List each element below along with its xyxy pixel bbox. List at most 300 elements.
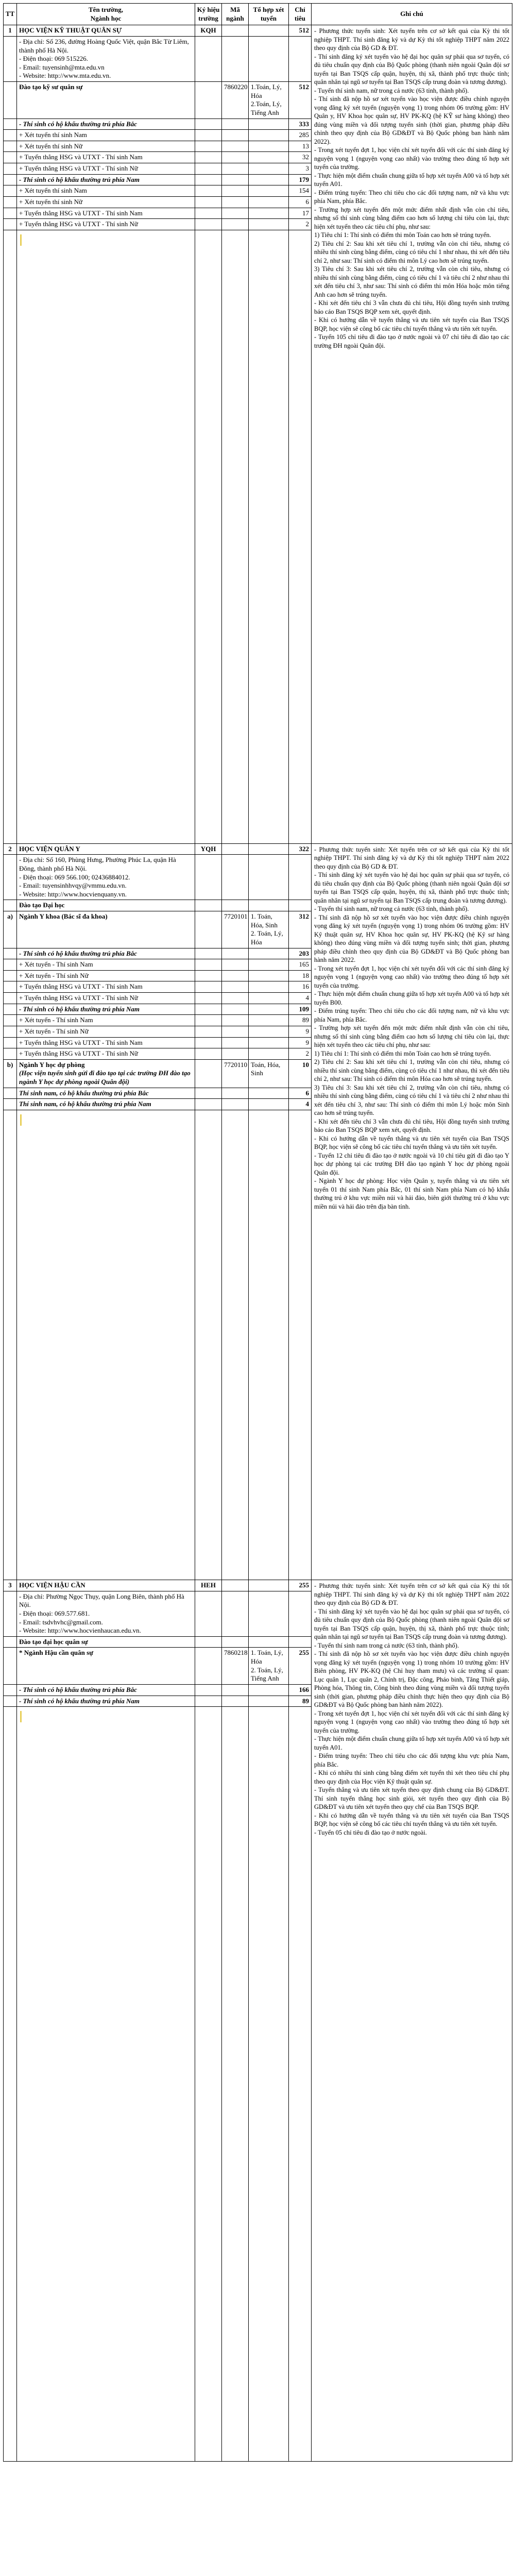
sub-program-title: Ngành Y học dự phòng <box>19 1060 85 1069</box>
note-line: 1) Tiêu chí 1: Thí sinh có điểm thi môn Toán cao hơn sẽ trúng tuyển. <box>314 231 491 239</box>
note-line: - Thí sinh đăng ký xét tuyển vào hệ đại học quân sự phải qua sơ tuyển, có đủ tiêu chuẩn quy định của Bộ Quốc phòng (thanh niên ngoài Quân đội sơ tuyển tại Ban TSQS cấp quận, huyện, thị xã, thành phố trực thuộc tỉnh; quân nhân tại ngũ sơ tuyển tại Ban TSQS cấp trung đoàn và tương đương). <box>314 53 509 86</box>
row-label: + Xét tuyển - Thí sinh Nam <box>17 959 195 971</box>
note-line: - Thí sinh đã nộp hồ sơ xét tuyển vào học viện được điều chỉnh nguyện vọng đăng ký xét tuyển (nguyện vọng 1) trong nhóm 06 trường gồm: HV Kỹ thuật quân sự, HV Khoa học quân sự, HV PK-KQ (hệ Kỹ sư hàng không) theo đúng vùng miền và đối tượng tuyển sinh; thời gian, phương pháp điều chỉnh theo quy định của Bộ GD&ĐT và Bộ Quốc phòng ban hành năm 2022. <box>314 913 509 964</box>
row-combo-empty <box>249 163 289 175</box>
row-combo-empty <box>249 1048 289 1060</box>
row-tt-empty <box>4 970 17 981</box>
row-major-empty <box>222 130 249 141</box>
header-note: Ghi chú <box>312 4 512 25</box>
row-quota: 285 <box>289 130 312 141</box>
info-empty <box>222 855 249 900</box>
header-code: Ký hiệu trường <box>195 4 222 25</box>
school-info-line: - Email: tsdvhvhc@gmail.com. <box>19 1618 103 1626</box>
filler-tt <box>4 230 17 843</box>
row-combo-empty <box>249 141 289 152</box>
row-tt-empty <box>4 959 17 971</box>
filler-empty <box>249 1707 289 2462</box>
row-major-empty <box>222 208 249 219</box>
row-quota: 13 <box>289 141 312 152</box>
note-line: - Điểm trúng tuyển: Theo chỉ tiêu cho các đối tượng nam, nữ và khu vực phía Nam, phía Bắc. <box>314 189 509 205</box>
school-info <box>17 855 195 900</box>
note-line: - Thí sinh đăng ký xét tuyển vào hệ đại học quân sự phải qua sơ tuyển, có đủ tiêu chuẩn quy định của Bộ Quốc phòng (thanh niên ngoài Quân đội sơ tuyển tại Ban TSQS cấp quận, huyện, thị xã, thành phố trực thuộc tỉnh; quân nhân tại ngũ sơ tuyển tại Ban TSQS cấp trung đoàn và tương đương). <box>314 1607 509 1641</box>
sub-program-code-empty <box>195 911 222 948</box>
school-major-code-empty <box>222 1580 249 1591</box>
note-line: - Phương thức tuyển sinh: Xét tuyển trên cơ sở kết quả của Kỳ thi tốt nghiệp THPT. Thí sinh đăng ký và dự Kỳ thi tốt nghiệp THPT năm 2022 theo quy định của Bộ GD & ĐT. <box>314 1582 509 1607</box>
program-quota-empty <box>289 1636 312 1648</box>
row-quota: 6 <box>289 1088 312 1099</box>
row-label: + Xét tuyển - Thí sinh Nữ <box>17 1026 195 1037</box>
school-info-line: - Email: tuyensinhhvqy@vmmu.edu.vn. <box>19 882 127 890</box>
row-code-empty <box>195 1026 222 1037</box>
program-title: Đào tạo kỹ sư quân sự <box>17 82 195 119</box>
row-code-empty <box>195 174 222 185</box>
row-code-empty <box>195 196 222 208</box>
school-info-line: - Điện thoại: 069 515226. <box>19 55 88 63</box>
row-major-empty <box>222 219 249 230</box>
row-tt-empty <box>4 993 17 1004</box>
row-label: + Xét tuyển thí sinh Nữ <box>17 196 195 208</box>
row-combo-empty <box>249 970 289 981</box>
row-quota: 203 <box>289 948 312 959</box>
note-line: - Tuyển 105 chỉ tiêu đi đào tạo ở nước ngoài và 07 chỉ tiêu đi đào tạo các trường ĐH ngoài Quân đội. <box>314 333 509 349</box>
program-tt-empty <box>4 900 17 911</box>
row-tt-empty <box>4 196 17 208</box>
program-title: Đào tạo Đại học <box>17 900 195 911</box>
row-combo-empty <box>249 118 289 130</box>
sub-program-letter <box>4 1648 17 1685</box>
row-tt-empty <box>4 981 17 993</box>
note-line: - Thực hiện một điểm chuẩn chung giữa tổ hợp xét tuyển A00 và tổ hợp xét tuyển B00. <box>314 990 509 1006</box>
note-line: - Tuyển thẳng và ưu tiên xét tuyển theo quy định chung của Bộ GD&ĐT. Thí sinh tuyển thẳng học sinh giỏi, xét tuyển theo quy định của Bộ GD&ĐT và ưu tiên xét tuyển theo quy chế của Ban TSQS BQP. <box>314 1786 509 1811</box>
program-combo-empty <box>249 900 289 911</box>
row-combo-empty <box>249 152 289 163</box>
filler-label <box>17 230 195 843</box>
program-tt-empty <box>4 1636 17 1648</box>
program-title: Đào tạo đại học quân sự <box>17 1636 195 1648</box>
row-label: + Tuyển thẳng HSG và UTXT - Thí sinh Nữ <box>17 219 195 230</box>
note-line: - Tuyển 05 chỉ tiêu đi đào tạo ở nước ngoài. <box>314 1828 427 1836</box>
row-quota: 109 <box>289 1004 312 1015</box>
school-name: HỌC VIỆN KỸ THUẬT QUÂN SỰ <box>17 25 195 37</box>
sub-program-quota: 255 <box>289 1648 312 1685</box>
filler-label <box>17 1707 195 2462</box>
program-combo: 1.Toán, Lý, Hóa 2.Toán, Lý, Tiếng Anh <box>249 82 289 119</box>
row-combo-empty <box>249 185 289 197</box>
row-code-empty <box>195 970 222 981</box>
school-name: HỌC VIỆN QUÂN Y <box>17 843 195 855</box>
row-tt-empty <box>4 1088 17 1099</box>
row-combo-empty <box>249 130 289 141</box>
school-major-code-empty <box>222 843 249 855</box>
row-tt-empty <box>4 152 17 163</box>
row-tt-empty <box>4 948 17 959</box>
row-label: - Thí sinh có hộ khẩu thường trú phía Bắc <box>17 1684 195 1696</box>
school-row <box>4 25 512 37</box>
row-combo-empty <box>249 219 289 230</box>
row-major-empty <box>222 196 249 208</box>
note-line: - Phương thức tuyển sinh: Xét tuyển trên cơ sở kết quả của Kỳ thi tốt nghiệp THPT. Thí sinh đăng ký và dự Kỳ thi tốt nghiệp THPT năm 2022 theo quy định của Bộ GD & ĐT. <box>314 845 509 870</box>
sub-program-code-empty <box>195 1648 222 1685</box>
row-quota: 4 <box>289 1099 312 1110</box>
school-website[interactable]: - Website: http://www.hocvienhaucan.edu.vn. <box>19 1626 141 1635</box>
row-combo-empty <box>249 948 289 959</box>
note-line: - Trong xét tuyển đợt 1, học viện chỉ xét tuyển đối với các thí sinh đăng ký nguyện vọng 1 (nguyện vọng cao nhất) vào trường theo đúng tổ hợp xét tuyển của trường. <box>314 964 509 989</box>
program-major-empty <box>222 900 249 911</box>
note-line: 2) Tiêu chí 2: Sau khi xét tiêu chí 1, trường vẫn còn chỉ tiêu, nhưng có nhiều thí sinh cùng bằng điểm, cùng có tiêu chí 1 như nhau, thì xét đến tiêu chí 2, như sau: Thí sinh có điểm thi môn Lý cao hơn sẽ trúng tuyển. <box>314 240 509 264</box>
school-quota: 512 <box>289 25 312 37</box>
school-notes <box>312 25 512 843</box>
row-quota: 2 <box>289 1048 312 1060</box>
info-empty <box>222 36 249 81</box>
school-number: 2 <box>4 843 17 855</box>
school-info-line: - Email: tuyensinh@mta.edu.vn <box>19 63 105 71</box>
note-line: 1) Tiêu chí 1: Thí sinh có điểm thi môn Toán cao hơn sẽ trúng tuyển. <box>314 1049 491 1057</box>
row-major-empty <box>222 1088 249 1099</box>
row-code-empty <box>195 130 222 141</box>
filler-empty <box>222 1110 249 1580</box>
row-combo-empty <box>249 993 289 1004</box>
row-combo-empty <box>249 1099 289 1110</box>
row-major-empty <box>222 1048 249 1060</box>
school-code: HEH <box>195 1580 222 1591</box>
program-code-empty <box>195 1636 222 1648</box>
row-major-empty <box>222 970 249 981</box>
note-line: - Tuyển thí sinh nam, nữ trong cả nước (63 tỉnh, thành phố). <box>314 87 469 94</box>
row-quota: 166 <box>289 1684 312 1696</box>
info-empty <box>289 855 312 900</box>
row-major-empty <box>222 152 249 163</box>
margin-mark <box>20 1114 22 1126</box>
row-quota: 18 <box>289 970 312 981</box>
row-label: + Xét tuyển thí sinh Nam <box>17 185 195 197</box>
sub-program-quota: 312 <box>289 911 312 948</box>
row-major-empty <box>222 1026 249 1037</box>
row-label: + Tuyển thẳng HSG và UTXT - Thí sinh Nam <box>17 152 195 163</box>
row-code-empty <box>195 1099 222 1110</box>
note-line: 3) Tiêu chí 3: Sau khi xét tiêu chí 2, trường vẫn còn chỉ tiêu, nhưng có nhiều thí sinh cùng bằng điểm, cùng có tiêu chí 1 và tiêu chí 2 như nhau thì xét đến tiêu chí 3, như sau: Thí sinh có điểm thi môn Lý hoặc môn Sinh cao hơn sẽ trúng tuyển. <box>314 1083 509 1117</box>
row-tt-empty <box>4 118 17 130</box>
row-code-empty <box>195 1015 222 1026</box>
row-quota: 154 <box>289 185 312 197</box>
table-header-row <box>4 4 512 25</box>
row-label: Thí sinh nam, có hộ khẩu thường trú phía Nam <box>17 1099 195 1110</box>
row-label: + Tuyển thẳng HSG và UTXT - Thí sinh Nam <box>17 1037 195 1048</box>
row-major-empty <box>222 141 249 152</box>
school-major-code-empty <box>222 25 249 37</box>
filler-empty <box>222 1707 249 2462</box>
row-quota: 9 <box>289 1026 312 1037</box>
program-code-empty <box>195 82 222 119</box>
row-code-empty <box>195 1004 222 1015</box>
row-tt-empty <box>4 163 17 175</box>
note-line: - Thực hiện một điểm chuẩn chung giữa tổ hợp xét tuyển A00 và tổ hợp xét tuyển A01. <box>314 172 509 188</box>
info-empty <box>195 855 222 900</box>
row-major-empty <box>222 993 249 1004</box>
note-line: - Khi có hướng dẫn về tuyển thẳng và ưu tiên xét tuyển của Ban TSQS BQP, học viện sẽ công bố các tiêu chí tuyển thẳng và ưu tiên xét tuyển. <box>314 1134 509 1151</box>
row-quota: 16 <box>289 981 312 993</box>
note-line: - Trong xét tuyển đợt 1, học viện chỉ xét tuyển đối với các thí sinh đăng ký nguyện vọng 1 (nguyện vọng cao nhất) vào trường theo đúng tổ hợp xét tuyển của trường. <box>314 1709 509 1734</box>
row-tt-empty <box>4 219 17 230</box>
school-row <box>4 843 512 855</box>
row-code-empty <box>195 185 222 197</box>
sub-program-major-code: 7720101 <box>222 911 249 948</box>
row-label: - Thí sinh có hộ khẩu thường trú phía Nam <box>17 1004 195 1015</box>
row-tt-empty <box>4 185 17 197</box>
filler-empty <box>289 230 312 843</box>
school-notes <box>312 1580 512 2462</box>
note-line: - Khi có hướng dẫn về tuyển thẳng và ưu tiên xét tuyển của Ban TSQS BQP, học viện sẽ công bố các tiêu chí tuyển thẳng và ưu tiên xét tuyển. <box>314 316 509 332</box>
row-tt-empty <box>4 1037 17 1048</box>
school-website[interactable]: - Website: http://www.mta.edu.vn. <box>19 72 111 80</box>
row-tt-empty <box>4 130 17 141</box>
header-tt: TT <box>4 4 17 25</box>
row-label: - Thí sinh có hộ khẩu thường trú phía Bắc <box>17 118 195 130</box>
sub-program-title-cell <box>17 1648 195 1685</box>
sub-program-combo: 1. Toán, Hóa, Sinh 2. Toán, Lý, Hóa <box>249 911 289 948</box>
row-tt-empty <box>4 208 17 219</box>
filler-empty <box>289 1110 312 1580</box>
row-label: + Xét tuyển - Thí sinh Nữ <box>17 970 195 981</box>
row-combo-empty <box>249 959 289 971</box>
note-line: - Khi có hướng dẫn về tuyển thẳng và ưu tiên xét tuyển của Ban TSQS BQP, học viện sẽ công bố các tiêu chí tuyển thẳng và ưu tiên xét tuyển. <box>314 1811 509 1828</box>
info-tt-empty <box>4 1591 17 1636</box>
note-line: - Thí sinh đăng ký xét tuyển vào hệ đại học quân sự phải qua sơ tuyển, có đủ tiêu chuẩn quy định của Bộ Quốc phòng (thanh niên ngoài Quân đội sơ tuyển tại Ban TSQS cấp quận, huyện, thị xã, thành phố trực thuộc tỉnh; quân nhân tại ngũ sơ tuyển tại Ban TSQS cấp trung đoàn và tương đương). <box>314 871 509 904</box>
row-tt-empty <box>4 1004 17 1015</box>
row-combo-empty <box>249 174 289 185</box>
school-info <box>17 1591 195 1636</box>
row-code-empty <box>195 948 222 959</box>
info-empty <box>195 1591 222 1636</box>
note-line: - Trường hợp xét tuyển đến một mức điểm nhất định vẫn còn chỉ tiêu, nhưng số thí sinh cùng bằng điểm cao hơn số lượng chỉ tiêu còn lại, thực hiện xét tuyển theo các tiêu chí phụ, như sau: <box>314 1024 509 1049</box>
program-major-code: 7860220 <box>222 82 249 119</box>
row-combo-empty <box>249 196 289 208</box>
note-line: - Điểm trúng tuyển: Theo chỉ tiêu cho các đối tượng khu vực phía Nam, phía Bắc. <box>314 1752 509 1768</box>
row-label: - Thí sinh có hộ khẩu thường trú phía Bắc <box>17 948 195 959</box>
row-quota: 3 <box>289 163 312 175</box>
note-line: - Trong xét tuyển đợt 1, học viện chỉ xét tuyển đối với các thí sinh đăng ký nguyện vọng 1 (nguyện vọng cao nhất) vào trường theo đúng tổ hợp xét tuyển của trường. <box>314 146 509 171</box>
row-code-empty <box>195 993 222 1004</box>
row-major-empty <box>222 1004 249 1015</box>
sub-program-quota: 10 <box>289 1059 312 1088</box>
school-row <box>4 1580 512 1591</box>
info-empty <box>289 36 312 81</box>
info-empty <box>195 36 222 81</box>
filler-empty <box>195 1110 222 1580</box>
filler-empty <box>289 1707 312 2462</box>
row-label: + Xét tuyển thí sinh Nữ <box>17 141 195 152</box>
row-label: Thí sinh nam, có hộ khẩu thường trú phía Bắc <box>17 1088 195 1099</box>
row-tt-empty <box>4 1696 17 1707</box>
filler-label <box>17 1110 195 1580</box>
row-combo-empty <box>249 981 289 993</box>
row-quota: 89 <box>289 1015 312 1026</box>
school-name: HỌC VIỆN HẬU CẦN <box>17 1580 195 1591</box>
note-line: 3) Tiêu chí 3: Sau khi xét tiêu chí 2, trường vẫn còn chỉ tiêu, nhưng có nhiều thí sinh cùng bằng điểm, cùng có tiêu chí 1 và tiêu chí 2 như nhau thì xét đến tiêu chí 3, như sau: Thí sinh có điểm thi môn Hóa hoặc môn tiếng Anh cao hơn sẽ trúng tuyển. <box>314 265 509 298</box>
header-combo: Tổ hợp xét tuyển <box>249 4 289 25</box>
note-line: - Thí sinh đã nộp hồ sơ xét tuyển vào học viện được điều chỉnh nguyện vọng đăng ký xét tuyển (nguyện vọng 1) trong nhóm 10 trường gồm: HV Biên phòng, HV PK-KQ (hệ Chỉ huy tham mưu) và các trường sĩ quan: Lục quân 1, Lục quân 2, Chính trị, Đặc công, Pháo binh, Tăng Thiết giáp, Phòng hóa, Thông tin, Công binh theo đúng vùng miền và đối tượng tuyển sinh (thời gian, phương pháp điều chỉnh thực hiện theo quy định của Bộ GD&ĐT và Bộ Quốc phòng ban hành năm 2022). <box>314 1650 509 1709</box>
row-quota: 32 <box>289 152 312 163</box>
row-combo-empty <box>249 1004 289 1015</box>
sub-program-title: Ngành Y khoa (Bác sĩ đa khoa) <box>19 912 108 921</box>
row-tt-empty <box>4 1099 17 1110</box>
sub-program-combo: Toán, Hóa, Sinh <box>249 1059 289 1088</box>
row-label: + Tuyển thẳng HSG và UTXT - Thí sinh Nữ <box>17 993 195 1004</box>
school-combo-empty <box>249 843 289 855</box>
row-major-empty <box>222 948 249 959</box>
sub-program-major-code: 7720110 <box>222 1059 249 1088</box>
sub-program-title: * Ngành Hậu cần quân sự <box>19 1649 93 1657</box>
sub-program-major-code: 7860218 <box>222 1648 249 1685</box>
admissions-table <box>3 3 512 2462</box>
sub-program-code-empty <box>195 1059 222 1088</box>
note-line: - Khi có nhiều thí sinh cùng bằng điểm xét tuyển thì xét theo tiêu chí phụ theo quy định của Học viện Kỹ thuật quân sự. <box>314 1769 509 1785</box>
row-major-empty <box>222 981 249 993</box>
row-label: + Tuyển thẳng HSG và UTXT - Thí sinh Nam <box>17 981 195 993</box>
info-tt-empty <box>4 36 17 81</box>
row-code-empty <box>195 1088 222 1099</box>
row-combo-empty <box>249 1684 289 1696</box>
row-code-empty <box>195 1684 222 1696</box>
program-quota-empty <box>289 900 312 911</box>
note-line: - Thực hiện một điểm chuẩn chung giữa tổ hợp xét tuyển A00 và tổ hợp xét tuyển A01. <box>314 1735 509 1751</box>
row-major-empty <box>222 163 249 175</box>
school-code: YQH <box>195 843 222 855</box>
note-line: - Khi xét đến tiêu chí 3 vẫn chưa đủ chỉ tiêu, Hội đồng tuyển sinh trường báo cáo Ban TSQS BQP xem xét, quyết định. <box>314 1117 509 1134</box>
info-empty <box>222 1591 249 1636</box>
row-label: + Xét tuyển thí sinh Nam <box>17 130 195 141</box>
program-code-empty <box>195 900 222 911</box>
header-major-code: Mã ngành <box>222 4 249 25</box>
row-code-empty <box>195 141 222 152</box>
header-quota: Chỉ tiêu <box>289 4 312 25</box>
row-quota: 9 <box>289 1037 312 1048</box>
row-major-empty <box>222 1696 249 1707</box>
filler-tt <box>4 1707 17 2462</box>
row-major-empty <box>222 118 249 130</box>
filler-empty <box>195 1707 222 2462</box>
row-tt-empty <box>4 1015 17 1026</box>
row-tt-empty <box>4 174 17 185</box>
row-quota: 2 <box>289 219 312 230</box>
note-line: 2) Tiêu chí 2: Sau khi xét tiêu chí 1, trường vẫn còn chỉ tiêu, nhưng có nhiều thí sinh cùng bằng điểm, cùng có tiêu chí 1 như nhau, thì xét đến tiêu chí 2, như sau: Thí sinh có điểm thi môn Hóa cao hơn sẽ trúng tuyển. <box>314 1058 509 1083</box>
school-number: 3 <box>4 1580 17 1591</box>
school-quota: 255 <box>289 1580 312 1591</box>
school-quota: 322 <box>289 843 312 855</box>
school-info-line: - Điện thoại: 069 566.100; 02436884012. <box>19 873 130 881</box>
row-combo-empty <box>249 1088 289 1099</box>
note-line: - Tuyển thí sinh nam trong cả nước (63 tỉnh, thành phố). <box>314 1641 459 1649</box>
row-major-empty <box>222 174 249 185</box>
filler-tt <box>4 1110 17 1580</box>
margin-mark <box>20 1711 22 1722</box>
filler-empty <box>195 230 222 843</box>
table-body <box>4 25 512 2462</box>
margin-mark <box>20 234 22 246</box>
program-combo-empty <box>249 1636 289 1648</box>
school-code: KQH <box>195 25 222 37</box>
note-line: - Điểm trúng tuyển: Theo chỉ tiêu cho các đối tượng nam, nữ và khu vực phía Nam, phía Bắc. <box>314 1007 509 1023</box>
row-major-empty <box>222 1015 249 1026</box>
row-combo-empty <box>249 208 289 219</box>
info-tt-empty <box>4 855 17 900</box>
row-tt-empty <box>4 141 17 152</box>
filler-empty <box>222 230 249 843</box>
note-line: - Thí sinh đã nộp hồ sơ xét tuyển vào học viện được điều chỉnh nguyện vọng đăng ký xét tuyển (nguyện vọng 1) trong nhóm 06 trường gồm: HV Quân y, HV Khoa học quân sự, HV PK-KQ (hệ KỸ sư hàng không) theo đúng vùng miền và đối tượng tuyển sinh (thời gian, phương pháp điều chỉnh theo quy định của Bộ GD&ĐT và Bộ Quốc phòng ban hành năm 2022). <box>314 95 509 145</box>
info-empty <box>249 855 289 900</box>
row-label: + Tuyển thẳng HSG và UTXT - Thí sinh Nam <box>17 208 195 219</box>
school-website[interactable]: - Website: http://www.hocvienquany.vn. <box>19 890 127 898</box>
row-quota: 17 <box>289 208 312 219</box>
row-code-empty <box>195 959 222 971</box>
row-code-empty <box>195 1696 222 1707</box>
row-combo-empty <box>249 1037 289 1048</box>
row-tt-empty <box>4 1048 17 1060</box>
note-line: - Tuyển thí sinh nam, nữ trong cả nước (63 tỉnh, thành phố). <box>314 905 469 913</box>
sub-program-letter: b) <box>4 1059 17 1088</box>
school-info-line: - Địa chỉ: Số 236, đường Hoàng Quốc Việt, quận Bắc Từ Liêm, thành phố Hà Nội. <box>19 37 189 54</box>
row-label: + Tuyển thẳng HSG và UTXT - Thí sinh Nữ <box>17 163 195 175</box>
info-empty <box>249 36 289 81</box>
row-combo-empty <box>249 1696 289 1707</box>
row-label: - Thí sinh có hộ khẩu thường trú phía Nam <box>17 1696 195 1707</box>
sub-program-title-cell <box>17 1059 195 1088</box>
row-quota: 333 <box>289 118 312 130</box>
row-quota: 165 <box>289 959 312 971</box>
row-combo-empty <box>249 1026 289 1037</box>
note-line: - Trường hợp xét tuyển đến một mức điểm nhất định vẫn còn chỉ tiêu, nhưng số thí sinh cùng bằng điểm cao hơn số lượng chỉ tiêu còn lại, thực hiện xét tuyển theo các tiêu chí phụ, như sau: <box>314 206 509 230</box>
row-code-empty <box>195 118 222 130</box>
row-tt-empty <box>4 1684 17 1696</box>
sub-program-subtitle: (Học viện tuyển sinh gửi đi đào tạo tại các trường ĐH đào tạo ngành Y học dự phòng ngoài Quân đội) <box>19 1069 191 1086</box>
info-empty <box>289 1591 312 1636</box>
note-line: - Tuyển 12 chỉ tiêu đi đào tạo ở nước ngoài và 10 chỉ tiêu gửi đi đào tạo Y học dự phòng tại các trường ĐH đào tạo ngành Y học dự phòng ngoài Quân đội. <box>314 1151 509 1176</box>
school-number: 1 <box>4 25 17 37</box>
sub-program-title-cell <box>17 911 195 948</box>
row-quota: 89 <box>289 1696 312 1707</box>
school-info-line: - Điện thoại: 069.577.681. <box>19 1609 90 1617</box>
row-major-empty <box>222 1684 249 1696</box>
school-combo-empty <box>249 25 289 37</box>
school-combo-empty <box>249 1580 289 1591</box>
program-quota: 512 <box>289 82 312 119</box>
row-code-empty <box>195 163 222 175</box>
program-major-empty <box>222 1636 249 1648</box>
row-label: + Tuyển thẳng HSG và UTXT - Thí sinh Nữ <box>17 1048 195 1060</box>
row-code-empty <box>195 208 222 219</box>
row-major-empty <box>222 185 249 197</box>
row-quota: 179 <box>289 174 312 185</box>
row-code-empty <box>195 1048 222 1060</box>
school-notes <box>312 843 512 1580</box>
note-line: - Phương thức tuyển sinh: Xét tuyển trên cơ sở kết quả của Kỳ thi tốt nghiệp THPT. Thí sinh đăng ký và dự Kỳ thi tốt nghiệp THPT năm 2022 theo quy định của Bộ GD & ĐT. <box>314 27 509 52</box>
row-code-empty <box>195 1037 222 1048</box>
program-tt-empty <box>4 82 17 119</box>
row-quota: 4 <box>289 993 312 1004</box>
row-label: + Xét tuyển - Thí sinh Nam <box>17 1015 195 1026</box>
row-code-empty <box>195 981 222 993</box>
filler-empty <box>249 1110 289 1580</box>
row-major-empty <box>222 1099 249 1110</box>
school-info <box>17 36 195 81</box>
row-tt-empty <box>4 1026 17 1037</box>
sub-program-letter: a) <box>4 911 17 948</box>
note-line: - Ngành Y học dự phòng: Học viện Quân y, tuyển thẳng và ưu tiên xét tuyển 01 thí sinh Nam phía Bắc, 01 thí sinh Nam phía Nam có hộ khẩu thường trú ở khu vực miền núi và hải đảo, biên giới thường trú ở khu vực miền núi và hải đảo trên địa bàn tỉnh. <box>314 1177 509 1210</box>
sub-program-combo: 1. Toán, Lý, Hóa 2. Toán, Lý, Tiếng Anh <box>249 1648 289 1685</box>
row-quota: 6 <box>289 196 312 208</box>
info-empty <box>249 1591 289 1636</box>
row-label: - Thí sinh có hộ khẩu thường trú phía Nam <box>17 174 195 185</box>
row-code-empty <box>195 219 222 230</box>
